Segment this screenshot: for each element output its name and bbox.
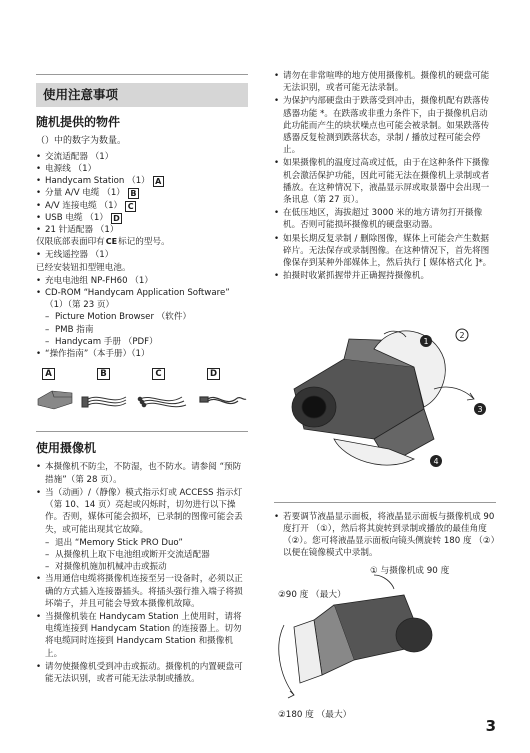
adapter-note: 仅限底部表面印有CE标记的型号。 — [36, 237, 170, 248]
using-sublist — [36, 537, 248, 574]
notes-list — [274, 70, 496, 282]
list-item: • 交流适配器 （1） — [36, 151, 248, 163]
callout-2: 2 — [459, 331, 465, 341]
supplied-list — [36, 151, 248, 236]
lcd-label-3: ②180 度 （最大） — [278, 710, 352, 721]
list-item: • 如果长期反复录制 / 删除图像，媒体上可能会产生数据碎片。无法保存或录制图像。在这种情况下，首先将图像保存到某种外部媒体上，然后执行 [ 媒体格式化 ]*。 — [274, 233, 496, 270]
accessory-tags — [42, 368, 220, 380]
list-item: • “操作指南”（本手册）（1） — [36, 348, 248, 360]
divider — [274, 502, 496, 503]
sub-item: – 从摄像机上取下电池组或断开交流适配器 — [45, 549, 248, 561]
usb-cable-icon — [200, 397, 246, 404]
list-item: • 如果摄像机的温度过高或过低，由于在这种条件下摄像机会激活保护功能，因此可能无法在摄像机上录制或者播放。在这种情况下，液晶显示屏或取景器中会出现一条讯息（第 27 页）。 — [274, 157, 496, 206]
sub-item: – 对摄像机施加机械冲击或振动 — [45, 561, 248, 573]
item-tag: C — [125, 201, 136, 212]
lcd-label-2: ②90 度 （最大） — [278, 590, 346, 601]
item-tag: D — [111, 213, 122, 224]
accessories-illustration — [36, 383, 248, 413]
list-item: • 当摄像机装在 Handycam Station 上使用时，请将电缆连接到 Handycam Station 的连接器上。切勿将电缆同时连接到 Handycam Station 和摄像机上。 — [36, 611, 248, 660]
list-item: • 当用通信电缆将摄像机连接至另一设备时，必须以正确的方式插入连接器插头。将插头强行推入端子将损坏端子，并且可能会导致本摄像机故障。 — [36, 573, 248, 610]
list-item: • CD-ROM “Handycam Application Software” （1）（第 23 页） — [36, 287, 248, 311]
divider — [36, 431, 248, 432]
list-item: • 在低压地区，海拔超过 3000 米的地方请勿打开摄像机。否则可能损坏摄像机的硬盘驱动器。 — [274, 207, 496, 231]
sub-item: – 退出 “Memory Stick PRO Duo” — [45, 537, 248, 549]
list-item: • 请勿使摄像机受到冲击或振动。摄像机的内置硬盘可能无法识别，或者可能无法录制或播放。 — [36, 661, 248, 685]
av-cable-icon — [138, 397, 186, 407]
cd-sublist — [36, 311, 248, 348]
supplied-intro: （）中的数字为数量。 — [36, 136, 127, 147]
sub-item: – PMB 指南 — [45, 324, 248, 336]
supplied-heading: 随机提供的物件 — [36, 115, 121, 129]
sub-item: – Picture Motion Browser （软件） — [45, 311, 248, 323]
list-item: • 当（动画）/（静像）模式指示灯或 ACCESS 指示灯（第 10、14 页）亮起或闪烁时，切勿进行以下操作。否则，媒体可能会损坏，已录制的图像可能会丢失，或可能出现其它故障。 — [36, 487, 248, 536]
callout-4: 4 — [433, 457, 439, 467]
lcd-label-1: ① 与摄像机成 90 度 — [370, 566, 450, 577]
sub-item: – Handycam 手册 （PDF） — [45, 336, 248, 348]
component-cable-icon — [82, 397, 126, 407]
right-column — [274, 70, 496, 725]
lcd-list — [274, 511, 496, 560]
list-item: • A/V 连接电缆 （1） C — [36, 200, 248, 212]
item-tag: B — [128, 188, 139, 199]
section-title: 使用注意事项 — [36, 83, 248, 107]
list-item: • 充电电池组 NP-FH60 （1） — [36, 275, 248, 287]
list-item: • 拍摄时收紧抓握带并正确握持摄像机。 — [274, 270, 496, 282]
using-list — [36, 461, 248, 535]
acc-tag: A — [42, 368, 55, 380]
list-item: • 为保护内部硬盘由于跌落受到冲击，摄像机配有跌落传感器功能 *。在跌落或非重力条件下，由于摄像机启动此功能而产生的块状噪点也可能会被录制。如果跌落传感器反复检测到跌落状态，录制 / 播放过程可能会停止。 — [274, 95, 496, 156]
list-item: • USB 电缆 （1） D — [36, 212, 248, 224]
list-item: • 若要调节液晶显示面板，将液晶显示面板与摄像机成 90 度打开 （①），然后将其旋转到录制或播放的最佳角度 （②）。您可将液晶显示面板向镜头侧旋转 180 度 （②）以便在镜像模式中录制。 — [274, 511, 496, 560]
camera-grip-illustration — [274, 289, 496, 489]
list-item: • Handycam Station （1） A — [36, 175, 248, 187]
left-column — [36, 74, 248, 686]
item-tag: A — [153, 176, 164, 187]
ce-mark-icon: CE — [105, 237, 118, 247]
using-heading: 使用摄像机 — [36, 441, 97, 456]
list-item: • 分量 A/V 电缆 （1） B — [36, 187, 248, 199]
list-item: • 21 针适配器 （1） — [36, 224, 248, 236]
list-item: • 电源线 （1） — [36, 163, 248, 175]
callout-1: 1 — [423, 337, 429, 347]
lcd-rotation-illustration — [274, 565, 484, 725]
list-item: • 无线遥控器 （1） — [36, 249, 248, 261]
remote-note: 已经安装钮扣型锂电池。 — [36, 262, 131, 273]
acc-tag: B — [97, 368, 110, 380]
divider — [36, 74, 248, 75]
list-item: • 请勿在非常喧哗的地方使用摄像机。摄像机的硬盘可能无法识别，或者可能无法录制。 — [274, 70, 496, 94]
page-number: 3 — [485, 717, 496, 735]
acc-tag: D — [207, 368, 220, 380]
acc-tag: C — [152, 368, 165, 380]
lens-icon — [396, 618, 432, 652]
callout-3: 3 — [477, 405, 483, 415]
list-item: • 本摄像机不防尘，不防湿，也不防水。请参阅 “预防措施”（第 28 页）。 — [36, 461, 248, 485]
handycam-station-icon — [38, 391, 72, 409]
